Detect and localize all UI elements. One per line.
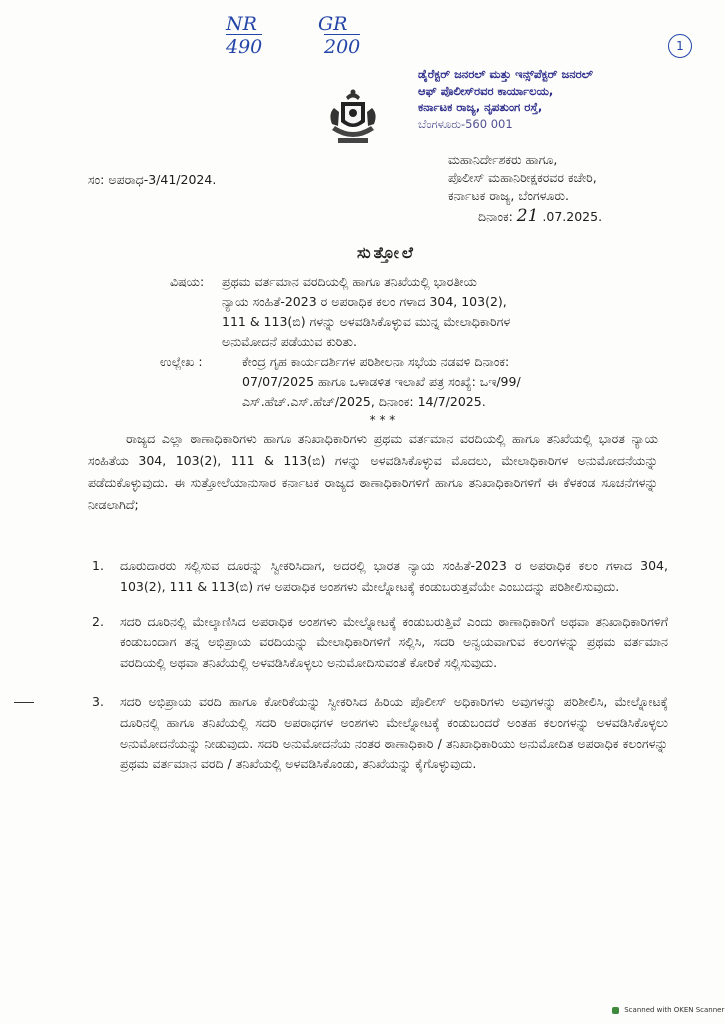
list-item-text: ಸದರಿ ಅಭಿಪ್ರಾಯ ವರದಿ ಹಾಗೂ ಕೋರಿಕೆಯನ್ನು ಸ್ವೀಕರಿಸಿದ ಹಿರಿಯ ಪೊಲೀಸ್ ಅಧಿಕಾರಿಗಳು ಅವುಗಳನ್ನು ಪರಿಶೀಲಿಸಿ, ಮೇಲ್ನೋಟಕ್ಕೆ ದೂರಿನಲ್ಲಿ ಹಾಗೂ ತನಿಖೆಯಲ್ಲಿ ಸದರಿ ಅಪರಾಧಗಳ ಅಂಶಗಳು ಮೇಲ್ನೋಟಕ್ಕೆ ಕಂಡುಬಂದರೆ ಅಂತಹ ಕಲಂಗಳನ್ನು ಅಳವಡಿಸಿಕೊಳ್ಳಲು ಅನುಮೋದನೆಯನ್ನು ನೀಡುವುದು. ಸದರಿ ಅನುಮೋದನೆಯ ನಂತರ ಠಾಣಾಧಿಕಾರಿ / ತನಿಖಾಧಿಕಾರಿಯು ಅನುಮೋದಿತ ಅಪರಾಧಿಕ ಕಲಂಗಳನ್ನು ಪ್ರಥಮ ವರ್ತಮಾನ ವರದಿ / ತನಿಖೆಯಲ್ಲಿ ಅಳವಡಿಸಿಕೊಂಡು, ತನಿಖೆಯನ್ನು ಕೈಗೊಳ್ಳುವುದು. — [120, 693, 668, 772]
nr-number: 490 — [226, 36, 263, 58]
reference-number: ಸಂ: ಅಪರಾಧ-3/41/2024. — [88, 172, 217, 187]
issuing-office-address — [418, 66, 718, 132]
list-item — [88, 556, 668, 598]
office-address-line: ಮಹಾನಿರ್ದೇಶಕರು ಹಾಗೂ, — [448, 152, 558, 167]
circular-title-text: ಸುತ್ತೋಲೆ — [357, 243, 416, 262]
section-separator — [0, 413, 725, 427]
address-line: ಕರ್ನಾಟಕ ರಾಜ್ಯ, ನೃಪತುಂಗ ರಸ್ತೆ, — [418, 100, 543, 114]
date-month-year: .07.2025. — [542, 209, 603, 224]
circular-title — [0, 243, 725, 263]
address-line: ಡೈರೆಕ್ಟರ್ ಜನರಲ್ ಮತ್ತು ಇನ್ಸ್‌ಪೆಕ್ಟರ್ ಜನರಲ್ — [418, 67, 593, 81]
nr-label: NR — [226, 13, 257, 35]
office-address-line: ಕರ್ನಾಟಕ ರಾಜ್ಯ, ಬೆಂಗಳೂರು. — [448, 188, 569, 203]
gr-number: 200 — [324, 36, 361, 58]
instruction-list — [88, 556, 668, 775]
document-date — [478, 206, 602, 226]
gr-label: GR — [318, 13, 348, 35]
date-label: ದಿನಾಂಕ: — [478, 209, 513, 224]
address-line: ಆಫ್ ಪೊಲೀಸ್‌ರವರ ಕಾರ್ಯಾಲಯ, — [418, 83, 554, 98]
margin-dash-mark — [14, 702, 34, 703]
reference-block — [160, 352, 660, 412]
list-item-text: ಸದರಿ ದೂರಿನಲ್ಲಿ ಮೇಲ್ಕಾಣಿಸಿದ ಅಪರಾಧಿಕ ಅಂಶಗಳು ಮೇಲ್ನೋಟಕ್ಕೆ ಕಂಡುಬರುತ್ತಿವೆ ಎಂದು ಠಾಣಾಧಿಕಾರಿಗೆ ಅಥವಾ ತನಿಖಾಧಿಕಾರಿಗಳಿಗೆ ಕಂಡುಬಂದಾಗ ತನ್ನ ಅಭಿಪ್ರಾಯ ವರದಿಯನ್ನು ಮೇಲಾಧಿಕಾರಿಗಳಿಗೆ ಸಲ್ಲಿಸಿ, ಸದರಿ ಅನ್ವಯವಾಗುವ ಕಲಂಗಳನ್ನು ಪ್ರಥಮ ವರ್ತಮಾನ ವರದಿಯಲ್ಲಿ ಅಥವಾ ತನಿಖೆಯಲ್ಲಿ ಅಳವಡಿಸಿಕೊಳ್ಳಲು ಅನುಮೋದಿಸುವಂತೆ ಕೋರಿಕೆ ಸಲ್ಲಿಸುವುದು. — [120, 613, 668, 671]
handwritten-gr-note — [318, 14, 360, 57]
reference-label: ಉಲ್ಲೇಖ : — [160, 354, 203, 369]
list-item — [88, 612, 668, 674]
scanner-logo-icon — [612, 1007, 619, 1014]
handwritten-nr-note — [226, 14, 262, 57]
subject-block — [170, 272, 640, 352]
list-item-text: ದೂರುದಾರರು ಸಲ್ಲಿಸುವ ದೂರನ್ನು ಸ್ವೀಕರಿಸಿದಾಗ, ಅದರಲ್ಲಿ ಭಾರತ ನ್ಯಾಯ ಸಂಹಿತೆ-2023 ರ ಅಪರಾಧಿಕ ಕಲಂ ಗಳಾದ 304, 103(2), 111 & 113(ಬಿ) ಗಳ ಅಪರಾಧಿಕ ಅಂಶಗಳು ಮೇಲ್ನೋಟಕ್ಕೆ ಕಂಡುಬರುತ್ತವೆಯೇ ಎಂಬುದನ್ನು ಪರಿಶೀಲಿಸುವುದು. — [120, 558, 668, 594]
subject-label: ವಿಷಯ: — [170, 274, 205, 289]
list-item-number: 1. — [92, 558, 104, 573]
list-item-number: 3. — [92, 693, 104, 709]
reference-text: ಕೇಂದ್ರ ಗೃಹ ಕಾರ್ಯದರ್ಶಿಗಳ ಪರಿಶೀಲನಾ ಸಭೆಯ ನಡವಳಿ ದಿನಾಂಕ: 07/07/2025 ಹಾಗೂ ಒಳಾಡಳಿತ ಇಲಾಖೆ ಪತ್ರ ಸಂಖ್ಯೆ: ಒಇ/99/ ಎಸ್.ಹೆಚ್.ಎಸ್.ಹೆಚ್/2025, ದಿನಾಂಕ: 14/7/2025. — [242, 354, 521, 409]
scanner-watermark — [612, 1006, 724, 1014]
list-item-number: 2. — [92, 613, 104, 629]
date-day-handwritten: 21 — [516, 206, 539, 226]
address-line: ಬೆಂಗಳೂರು-560 001 — [418, 116, 513, 131]
subject-text: ಪ್ರಥಮ ವರ್ತಮಾನ ವರದಿಯಲ್ಲಿ ಹಾಗೂ ತನಿಖೆಯಲ್ಲಿ ಭಾರತೀಯ ನ್ಯಾಯ ಸಂಹಿತೆ-2023 ರ ಅಪರಾಧಿಕ ಕಲಂ ಗಳಾದ 304, 103(2), 111 & 113(ಬಿ) ಗಳನ್ನು ಅಳವಡಿಸಿಕೊಳ್ಳುವ ಮುನ್ನ ಮೇಲಾಧಿಕಾರಿಗಳ ಅನುಮೋದನೆ ಪಡೆಯುವ ಕುರಿತು. — [222, 274, 511, 349]
office-address-line: ಪೊಲೀಸ್ ಮಹಾನಿರೀಕ್ಷಕರವರ ಕಚೇರಿ, — [448, 170, 597, 185]
state-emblem-icon — [322, 86, 384, 148]
body-paragraph: ರಾಜ್ಯದ ಎಲ್ಲಾ ಠಾಣಾಧಿಕಾರಿಗಳು ಹಾಗೂ ತನಿಖಾಧಿಕಾರಿಗಳು ಪ್ರಥಮ ವರ್ತಮಾನ ವರದಿಯಲ್ಲಿ ಹಾಗೂ ತನಿಖೆಯಲ್ಲಿ ಭಾರತ ನ್ಯಾಯ ಸಂಹಿತೆಯ 304, 103(2), 111 & 113(ಬಿ) ಗಳನ್ನು ಅಳವಡಿಸಿಕೊಳ್ಳುವ ಮೊದಲು, ಮೇಲಾಧಿಕಾರಿಗಳ ಅನುಮೋದನೆಯನ್ನು ಪಡೆದುಕೊಳ್ಳುವುದು. ಈ ಸುತ್ತೋಲೆಯಾನುಸಾರ ಕರ್ನಾಟಕ ರಾಜ್ಯದ ಠಾಣಾಧಿಕಾರಿಗಳಿಗೆ ಹಾಗೂ ತನಿಖಾಧಿಕಾರಿಗಳಿಗೆ ಈ ಕೆಳಕಂಡ ಸೂಚನೆಗಳನ್ನು ನೀಡಲಾಗಿದೆ; — [88, 431, 658, 512]
page-number-circle: 1 — [668, 34, 692, 58]
list-item — [88, 692, 668, 775]
separator-stars: * * * — [369, 413, 396, 427]
scanner-text: Scanned with OKEN Scanner — [624, 1006, 725, 1014]
office-address — [448, 151, 718, 205]
